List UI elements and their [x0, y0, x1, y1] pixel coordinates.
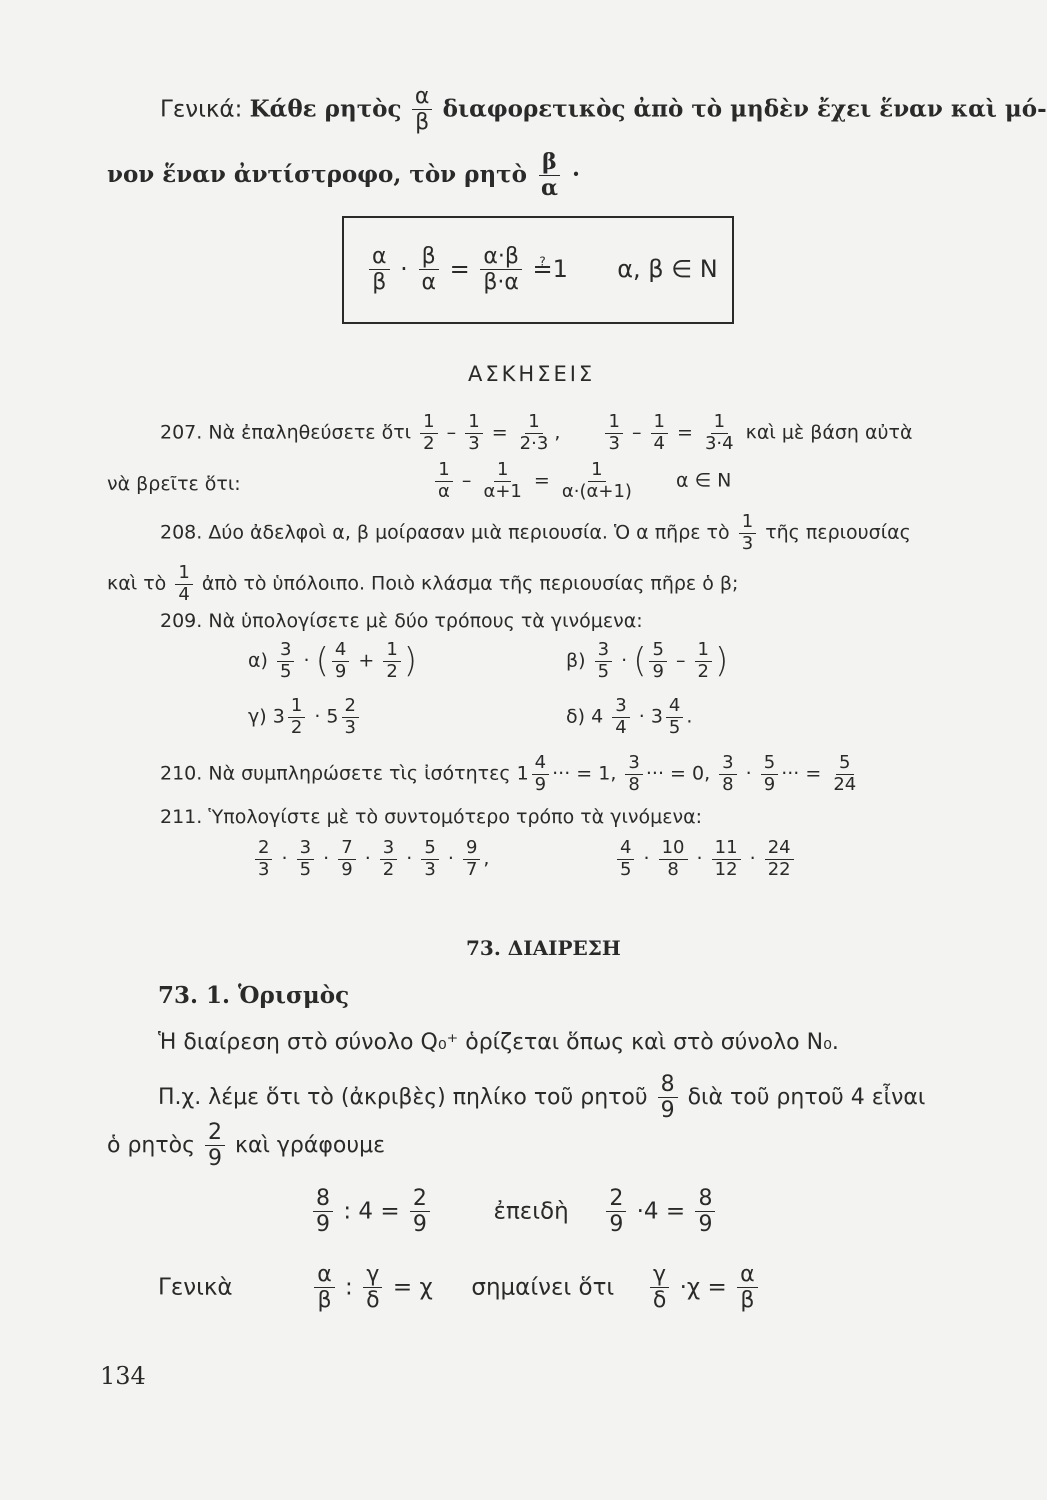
example-line1: Π.χ. λέμε ὅτι τὸ (ἀκριβὲς) πηλίκο τοῦ ρητοῦ $\frac{8}{9}$ διὰ τοῦ ρητοῦ 4 εἶναι — [158, 1072, 926, 1124]
definition-line: Ἡ διαίρεση στὸ σύνολο Q₀⁺ ὁρίζεται ὅπως καὶ στὸ σύνολο N₀. — [158, 1030, 839, 1055]
exercise-211: 211. Ὑπολογίστε μὲ τὸ συντομότερο τρόπο τὰ γινόμενα: — [160, 806, 703, 828]
exercise-209-a: α) $\frac{3}{5}$ · ( $\frac{4}{9}$ + $\frac{1}{2}$ ) — [248, 639, 418, 682]
example-equation: $\frac{8}{9}$ : 4 = $\frac{2}{9}$ ἐπειδὴ $\frac{2}{9}$ ·4 = $\frac{8}{9}$ — [310, 1186, 718, 1238]
section-title: 73. ΔΙΑΙΡΕΣΗ — [466, 936, 621, 960]
subsection-title: 73. 1. Ὁρισμὸς — [158, 982, 350, 1009]
exercise-207-line2: νὰ βρεῖτε ὅτι: — [107, 473, 241, 495]
exercise-208: 208. Δύο ἀδελφοὶ α, β μοίρασαν μιὰ περιουσία. Ὁ α πῆρε τὸ $\frac{1}{3}$ τῆς περιουσίας — [160, 511, 911, 554]
exercises-heading: ΑΣΚΗΣΕΙΣ — [468, 362, 596, 386]
example-line2: ὁ ρητὸς $\frac{2}{9}$ καὶ γράφουμε — [107, 1120, 385, 1172]
exercise-209: 209. Νὰ ὑπολογίσετε μὲ δύο τρόπους τὰ γινόμενα: — [160, 610, 643, 632]
exercise-210: 210. Νὰ συμπληρώσετε τὶς ἰσότητες 1 $\frac{4}{9}$ ··· = 1, $\frac{3}{8}$ ··· = 0, $\frac{3}{8}$ · $\frac{5}{9}$ ··· = $\frac{5}{24}$ — [160, 752, 857, 795]
reciprocal-formula: $\frac{\alpha}{\beta}$ · $\frac{\beta}{\alpha}$ = $\frac{\alpha\cdot\beta}{\beta\cdot\alpha}$ ≟1 α, β ∈ N — [366, 244, 718, 296]
fraction-beta-alpha: $\frac{\beta}{\alpha}$ — [541, 149, 558, 202]
exercise-209-c: γ) 3 $\frac{1}{2}$ · 5 $\frac{2}{3}$ — [248, 696, 362, 738]
general-statement-line2: νον ἕναν ἀντίστροφο, τὸν ρητὸ $\frac{\beta}{\alpha}$ · — [107, 149, 580, 202]
exercise-209-d: δ) 4 $\frac{3}{4}$ · 3 $\frac{4}{5}$ . — [566, 695, 693, 738]
exercise-208-line2: καὶ τὸ $\frac{1}{4}$ ἀπὸ τὸ ὑπόλοιπο. Ποιὸ κλάσμα τῆς περιουσίας πῆρε ὁ β; — [107, 562, 739, 605]
exercise-209-b: β) $\frac{3}{5}$ · ( $\frac{5}{9}$ – $\frac{1}{2}$ ) — [566, 639, 729, 682]
exercise-211-product-2: $\frac{4}{5}$ · $\frac{10}{8}$ · $\frac{11}{12}$ · $\frac{24}{22}$ — [614, 838, 797, 880]
general-rule: Γενικὰ $\frac{\alpha}{\beta}$ : $\frac{\gamma}{\delta}$ = χ σημαίνει ὅτι $\frac{\gamma}{\delta}$ ·χ = $\frac{\alpha}{\beta}$ — [158, 1262, 761, 1314]
exercise-207: 207. Νὰ ἐπαληθεύσετε ὅτι $\frac{1}{2}$ – $\frac{1}{3}$ = $\frac{1}{2\cdot 3}$ , $\frac{1}{3}$ – $\frac{1}{4}$ = $\frac{1}{3\cdot 4}$ καὶ μὲ βάση αὐτὰ — [160, 411, 913, 454]
exercise-211-product-1: $\frac{2}{3}$ · $\frac{3}{5}$ · $\frac{7}{9}$ · $\frac{3}{2}$ · $\frac{5}{3}$ · $\frac{9}{7}$ , — [252, 838, 489, 880]
exercise-207-identity: $\frac{1}{\alpha}$ – $\frac{1}{\alpha+1}$ = $\frac{1}{\alpha\cdot(\alpha+1)}$ α ∈ N — [432, 460, 731, 502]
general-statement-line1: Γενικά: Κάθε ρητὸς $\frac{\alpha}{\beta}$ διαφορετικὸς ἀπὸ τὸ μηδὲν ἔχει ἕναν καὶ μό- — [160, 84, 1047, 136]
fraction-alpha-beta: $\frac{\alpha}{\beta}$ — [412, 84, 433, 136]
page-number: 134 — [100, 1362, 146, 1390]
